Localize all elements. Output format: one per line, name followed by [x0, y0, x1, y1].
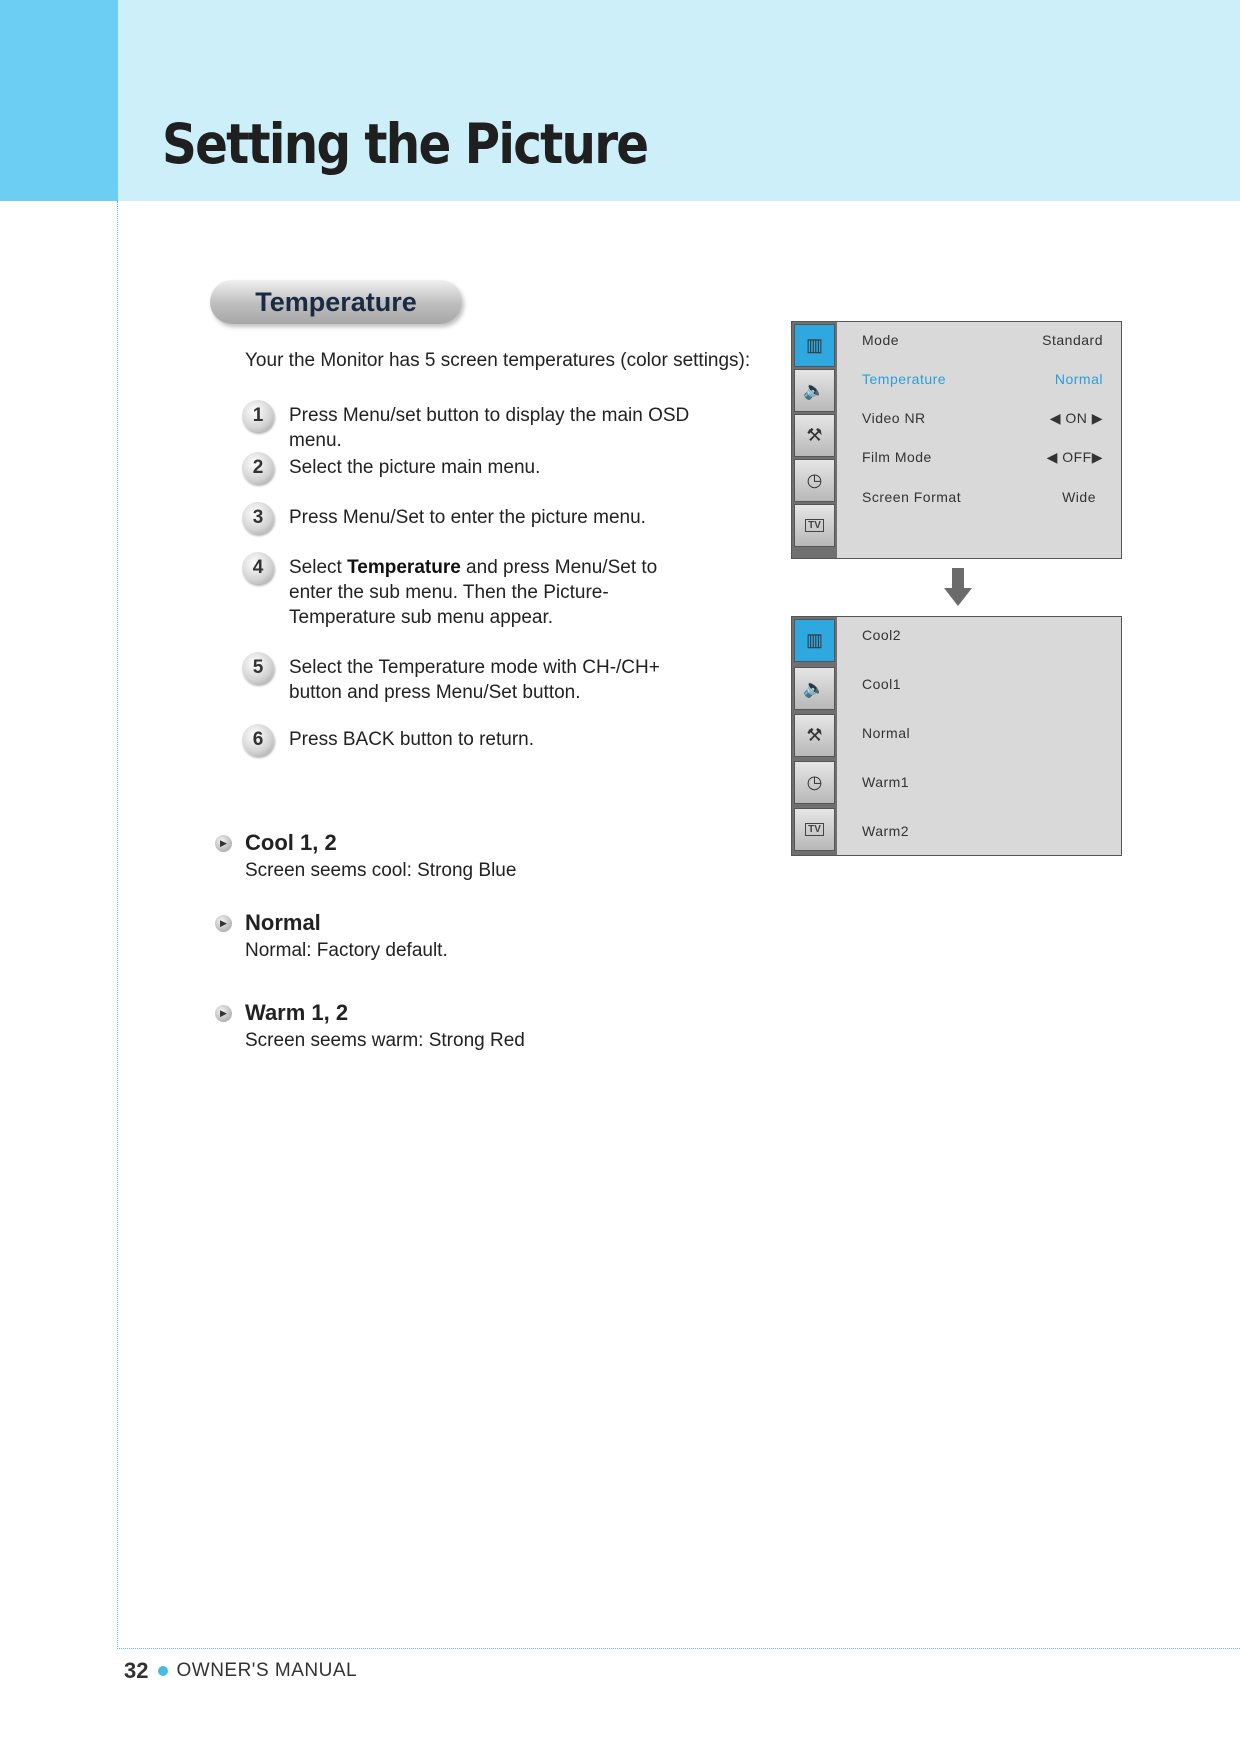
osd-option-warm2[interactable]: Warm2 — [862, 823, 910, 839]
step-text: Press BACK button to return. — [289, 729, 535, 750]
step-text: Press Menu/Set to enter the picture menu. — [289, 507, 646, 528]
mode-cool — [215, 830, 516, 882]
section-title: Temperature — [210, 280, 462, 324]
osd-row-screen-format[interactable]: Screen Format Wide — [862, 489, 1096, 505]
mode-warm — [215, 1000, 525, 1052]
mode-description: Screen seems cool: Strong Blue — [245, 860, 517, 881]
setup-tools-icon[interactable]: ⚒ — [794, 414, 835, 457]
step-number-badge: 5 — [242, 652, 274, 684]
osd-sidebar — [792, 322, 837, 558]
step-number-badge: 6 — [242, 724, 274, 756]
osd-main-menu — [791, 321, 1122, 559]
step-text: Select Temperature and press Menu/Set to enter the sub menu. Then the Picture-Temperature sub menu appear. — [289, 557, 658, 628]
header-accent-block — [0, 0, 118, 201]
tv-icon[interactable]: TV — [794, 504, 835, 547]
osd-option-cool2[interactable]: Cool2 — [862, 627, 902, 643]
mode-title: Warm 1, 2 — [245, 1000, 349, 1025]
play-bullet-icon: ▶ — [215, 915, 232, 932]
step-1 — [242, 400, 729, 453]
osd-row-film-mode[interactable]: Film Mode ◀ OFF▶ — [862, 449, 1103, 465]
step-5 — [242, 652, 669, 705]
picture-icon[interactable]: ▥ — [794, 324, 835, 367]
osd-option-normal[interactable]: Normal — [862, 725, 911, 741]
footer-label: OWNER'S MANUAL — [176, 1660, 358, 1681]
page-number: 32 — [124, 1658, 149, 1683]
osd-row-temperature[interactable]: Temperature Normal — [862, 371, 1103, 387]
mode-description: Screen seems warm: Strong Red — [245, 1030, 525, 1051]
step-text: Select the Temperature mode with CH-/CH+ button and press Menu/Set button. — [289, 657, 660, 703]
page-footer — [124, 1658, 357, 1684]
setup-tools-icon[interactable]: ⚒ — [794, 714, 835, 757]
mode-normal — [215, 910, 448, 962]
step-2 — [242, 452, 729, 484]
osd-row-mode[interactable]: Mode Standard — [862, 332, 1103, 348]
page-title: Setting the Picture — [162, 112, 648, 176]
footer-dot — [158, 1666, 168, 1676]
sound-icon[interactable]: 🔈 — [794, 667, 835, 710]
tv-icon[interactable]: TV — [794, 808, 835, 851]
step-number-badge: 4 — [242, 552, 274, 584]
osd-sidebar — [792, 617, 837, 855]
clock-icon[interactable]: ◷ — [794, 761, 835, 804]
mode-description: Normal: Factory default. — [245, 940, 448, 961]
mode-title: Normal — [245, 910, 321, 935]
step-number-badge: 3 — [242, 502, 274, 534]
left-divider — [117, 201, 118, 1649]
mode-title: Cool 1, 2 — [245, 830, 337, 855]
step-3 — [242, 502, 729, 534]
play-bullet-icon: ▶ — [215, 1005, 232, 1022]
osd-temperature-submenu — [791, 616, 1122, 856]
step-number-badge: 2 — [242, 452, 274, 484]
step-bold-term: Temperature — [347, 557, 461, 578]
step-text: Select the picture main menu. — [289, 457, 541, 478]
play-bullet-icon: ▶ — [215, 835, 232, 852]
osd-option-cool1[interactable]: Cool1 — [862, 676, 902, 692]
section-intro: Your the Monitor has 5 screen temperatures (color settings): — [245, 350, 751, 371]
osd-row-video-nr[interactable]: Video NR ◀ ON ▶ — [862, 410, 1103, 426]
step-4 — [242, 552, 689, 630]
step-6 — [242, 724, 729, 756]
osd-option-warm1[interactable]: Warm1 — [862, 774, 910, 790]
step-number-badge: 1 — [242, 400, 274, 432]
picture-icon[interactable]: ▥ — [794, 619, 835, 662]
sound-icon[interactable]: 🔈 — [794, 369, 835, 412]
clock-icon[interactable]: ◷ — [794, 459, 835, 502]
bottom-divider — [117, 1648, 1240, 1649]
step-text: Press Menu/set button to display the main OSD menu. — [289, 405, 690, 451]
down-arrow-icon — [943, 568, 973, 608]
